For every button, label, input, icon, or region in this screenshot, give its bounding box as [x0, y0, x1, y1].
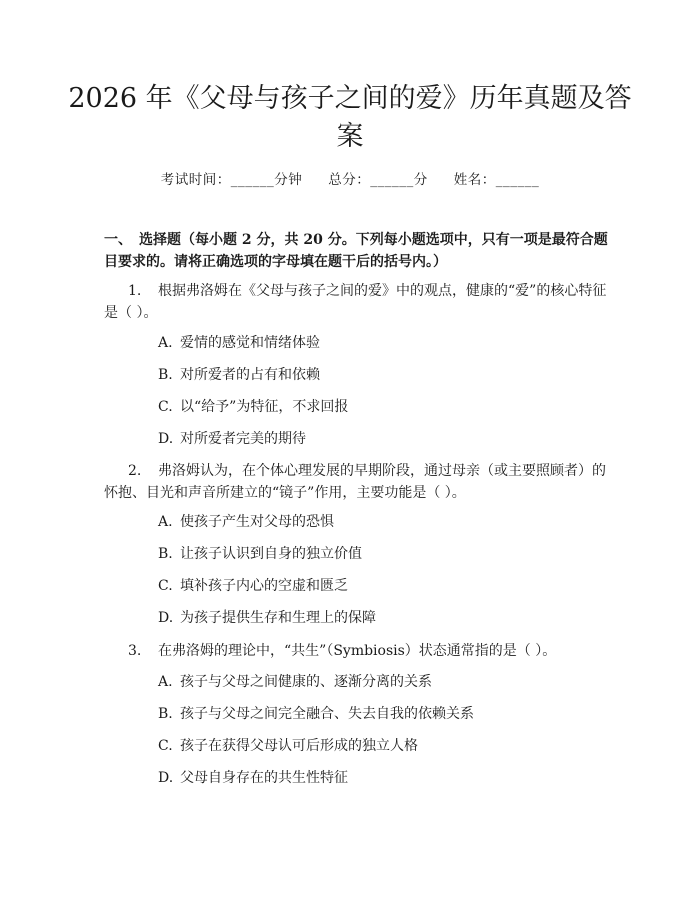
option-letter: A. — [158, 514, 173, 530]
question-3-option-a — [158, 672, 432, 692]
option-text: 孩子与父母之间完全融合、失去自我的依赖关系 — [180, 706, 474, 722]
question-2-option-d — [158, 608, 376, 628]
question-1-option-b — [158, 365, 320, 385]
question-3-option-b — [158, 704, 474, 724]
question-3-option-c — [158, 736, 418, 756]
option-letter: D. — [158, 431, 174, 447]
name-label: 姓名：______ — [453, 172, 540, 188]
page-title: 2026 年《父母与孩子之间的爱》历年真题及答案 — [68, 83, 632, 152]
option-text: 使孩子产生对父母的恐惧 — [180, 514, 334, 530]
question-1-option-d — [158, 429, 306, 449]
question-2 — [104, 460, 614, 504]
option-letter: D. — [158, 770, 174, 786]
section-heading: 一、 选择题（每小题 2 分，共 20 分。下列每小题选项中，只有一项是最符合题目要求的。请将正确选项的字母填在题干后的括号内。） — [104, 232, 608, 270]
option-letter: C. — [158, 738, 173, 754]
question-1 — [104, 280, 614, 324]
question-3 — [104, 640, 614, 662]
option-text: 孩子与父母之间健康的、逐渐分离的关系 — [180, 674, 432, 690]
option-letter: A. — [158, 674, 173, 690]
total-score-label: 总分：______分 — [328, 172, 428, 188]
question-text: 在弗洛姆的理论中，“共生”（Symbiosis）状态通常指的是（ ）。 — [158, 643, 557, 659]
question-2-option-c — [158, 576, 348, 596]
option-text: 对所爱者的占有和依赖 — [180, 367, 320, 383]
option-text: 填补孩子内心的空虚和匮乏 — [180, 578, 348, 594]
question-3-option-d — [158, 768, 348, 788]
option-text: 孩子在获得父母认可后形成的独立人格 — [180, 738, 418, 754]
option-letter: C. — [158, 578, 173, 594]
option-letter: B. — [158, 367, 173, 383]
option-letter: A. — [158, 335, 173, 351]
option-letter: B. — [158, 546, 173, 562]
exam-time-label: 考试时间：______分钟 — [160, 172, 303, 188]
option-text: 以“给予”为特征，不求回报 — [180, 399, 349, 415]
question-number: 3. — [128, 643, 142, 659]
option-text: 为孩子提供生存和生理上的保障 — [180, 610, 376, 626]
question-2-option-a — [158, 512, 334, 532]
option-letter: D. — [158, 610, 174, 626]
option-text: 父母自身存在的共生性特征 — [180, 770, 348, 786]
question-1-option-c — [158, 397, 348, 417]
question-number: 2. — [128, 463, 142, 479]
question-text: 弗洛姆认为，在个体心理发展的早期阶段，通过母亲（或主要照顾者）的怀抱、目光和声音所建立的“镜子”作用，主要功能是（ ）。 — [104, 463, 606, 501]
question-2-option-b — [158, 544, 362, 564]
option-text: 让孩子认识到自身的独立价值 — [180, 546, 362, 562]
option-text: 爱情的感觉和情绪体验 — [180, 335, 320, 351]
question-text: 根据弗洛姆在《父母与孩子之间的爱》中的观点，健康的“爱”的核心特征是（ ）。 — [104, 283, 607, 321]
option-letter: B. — [158, 706, 173, 722]
question-number: 1. — [128, 283, 142, 299]
question-1-option-a — [158, 333, 320, 353]
exam-meta — [0, 168, 700, 188]
option-text: 对所爱者完美的期待 — [180, 431, 306, 447]
option-letter: C. — [158, 399, 173, 415]
